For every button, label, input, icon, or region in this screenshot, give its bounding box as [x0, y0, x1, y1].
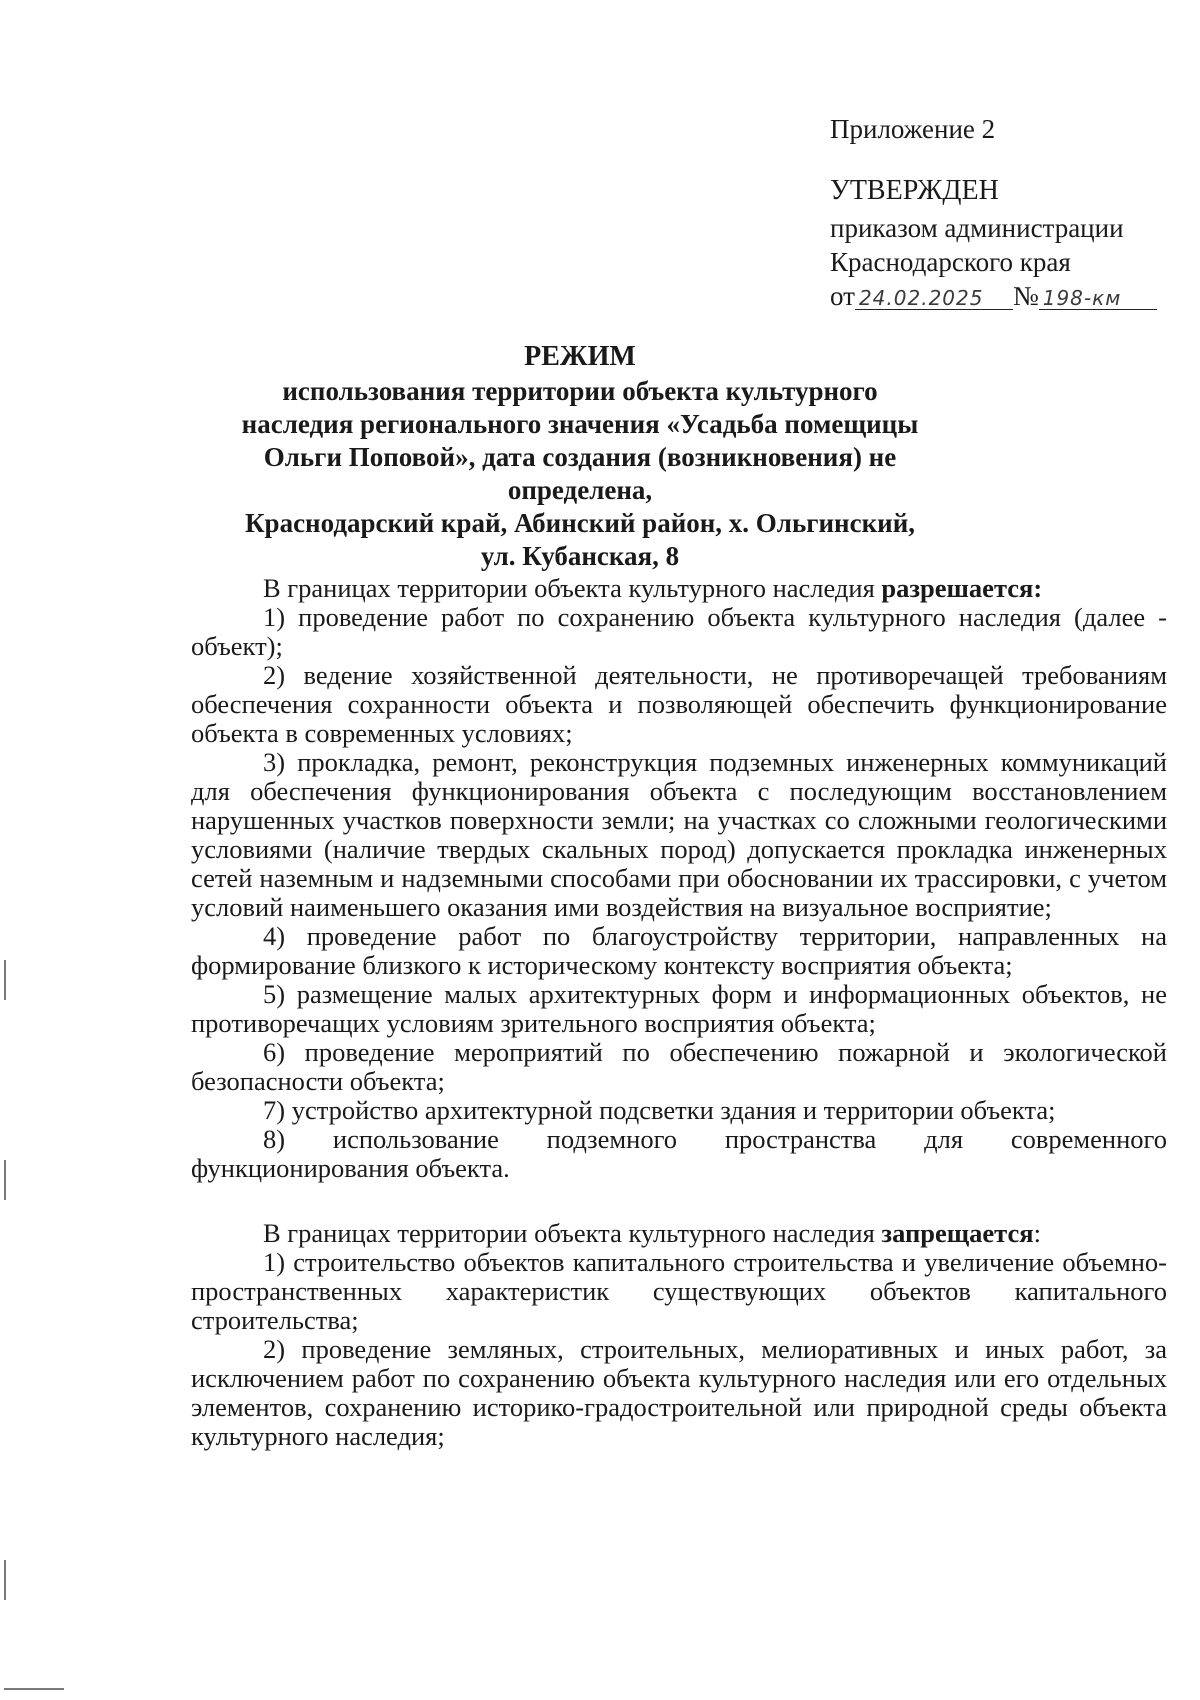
date-prefix: от	[830, 281, 855, 311]
prohibited-item: 1) строительство объектов капитального строительства и увеличение объемно-пространственных характеристик существующих объектов капитального строительства;	[191, 1247, 1167, 1335]
scan-margin-mark	[4, 1688, 64, 1690]
title-line: использования территории объекта культурного	[282, 376, 878, 406]
title-line: ул. Кубанская, 8	[480, 541, 680, 571]
approval-block	[830, 112, 1170, 313]
allowed-item: 2) ведение хозяйственной деятельности, не противоречащей требованиям обеспечения сохранности объекта и позволяющей обеспечить функционирование объекта в современных условиях;	[191, 660, 1167, 748]
prohibited-item: 2) проведение земляных, строительных, мелиоративных и иных работ, за исключением работ по сохранению объекта культурного наследия или его отдельных элементов, сохранению историко-градостроительной или природной среды объекта культурного наследия;	[191, 1334, 1167, 1451]
allowed-item: 6) проведение мероприятий по обеспечению пожарной и экологической безопасности объекта;	[191, 1037, 1167, 1096]
prohibited-intro-text: В границах территории объекта культурного наследия	[263, 1218, 875, 1248]
number-prefix: №	[1012, 281, 1039, 311]
allowed-item: 3) прокладка, ремонт, реконструкция подземных инженерных коммуникаций для обеспечения функционирования объекта с последующим восстановлением нарушенных участков поверхности земли; на участках со сложными геологическими условиями (наличие твердых скальных пород) допускается прокладка инженерных сетей наземным и надземными способами при обосновании их трассировки, с учетом условий наименьшего оказания ими воздействия на визуальное восприятие;	[191, 747, 1167, 922]
allowed-item: 7) устройство архитектурной подсветки здания и территории объекта;	[263, 1095, 1056, 1125]
scan-margin-mark	[4, 960, 6, 1000]
allowed-item: 1) проведение работ по сохранению объекта культурного наследия (далее - объект);	[191, 602, 1167, 661]
scan-margin-mark	[4, 1560, 6, 1600]
approval-date-line	[830, 279, 1170, 313]
title-line: Ольги Поповой», дата создания (возникновения) не определена,	[263, 442, 897, 505]
handwritten-number: 198-км	[1039, 287, 1157, 310]
document-title	[200, 340, 960, 573]
allowed-item: 5) размещение малых архитектурных форм и информационных объектов, не противоречащих условиям зрительного восприятия объекта;	[191, 979, 1167, 1038]
document-body	[191, 574, 1167, 1451]
prohibited-intro	[191, 1219, 1167, 1248]
approval-line-1: приказом администрации	[830, 213, 1124, 243]
title-line: Краснодарский край, Абинский район, х. Ольгинский,	[244, 508, 916, 538]
prohibited-keyword: запрещается	[881, 1218, 1034, 1248]
allowed-intro-text: В границах территории объекта культурного наследия	[263, 573, 875, 603]
title-line: наследия регионального значения «Усадьба помещицы	[241, 409, 919, 439]
approval-line-2: Краснодарского края	[830, 247, 1071, 277]
prohibited-colon: :	[1033, 1218, 1041, 1248]
section-spacer	[191, 1183, 1167, 1219]
handwritten-date: 24.02.2025	[855, 287, 1013, 310]
approved-heading: УТВЕРЖДЕН	[830, 175, 999, 206]
allowed-keyword: разрешается:	[881, 573, 1043, 603]
appendix-label: Приложение 2	[830, 114, 996, 144]
title-main: РЕЖИМ	[524, 341, 636, 372]
allowed-item: 4) проведение работ по благоустройству территории, направленных на формирование близкого к историческому контексту восприятия объекта;	[191, 921, 1167, 980]
scan-margin-mark	[4, 1160, 6, 1200]
allowed-intro	[191, 574, 1167, 603]
allowed-item: 8) использование подземного пространства для современного функционирования объекта.	[191, 1124, 1167, 1183]
